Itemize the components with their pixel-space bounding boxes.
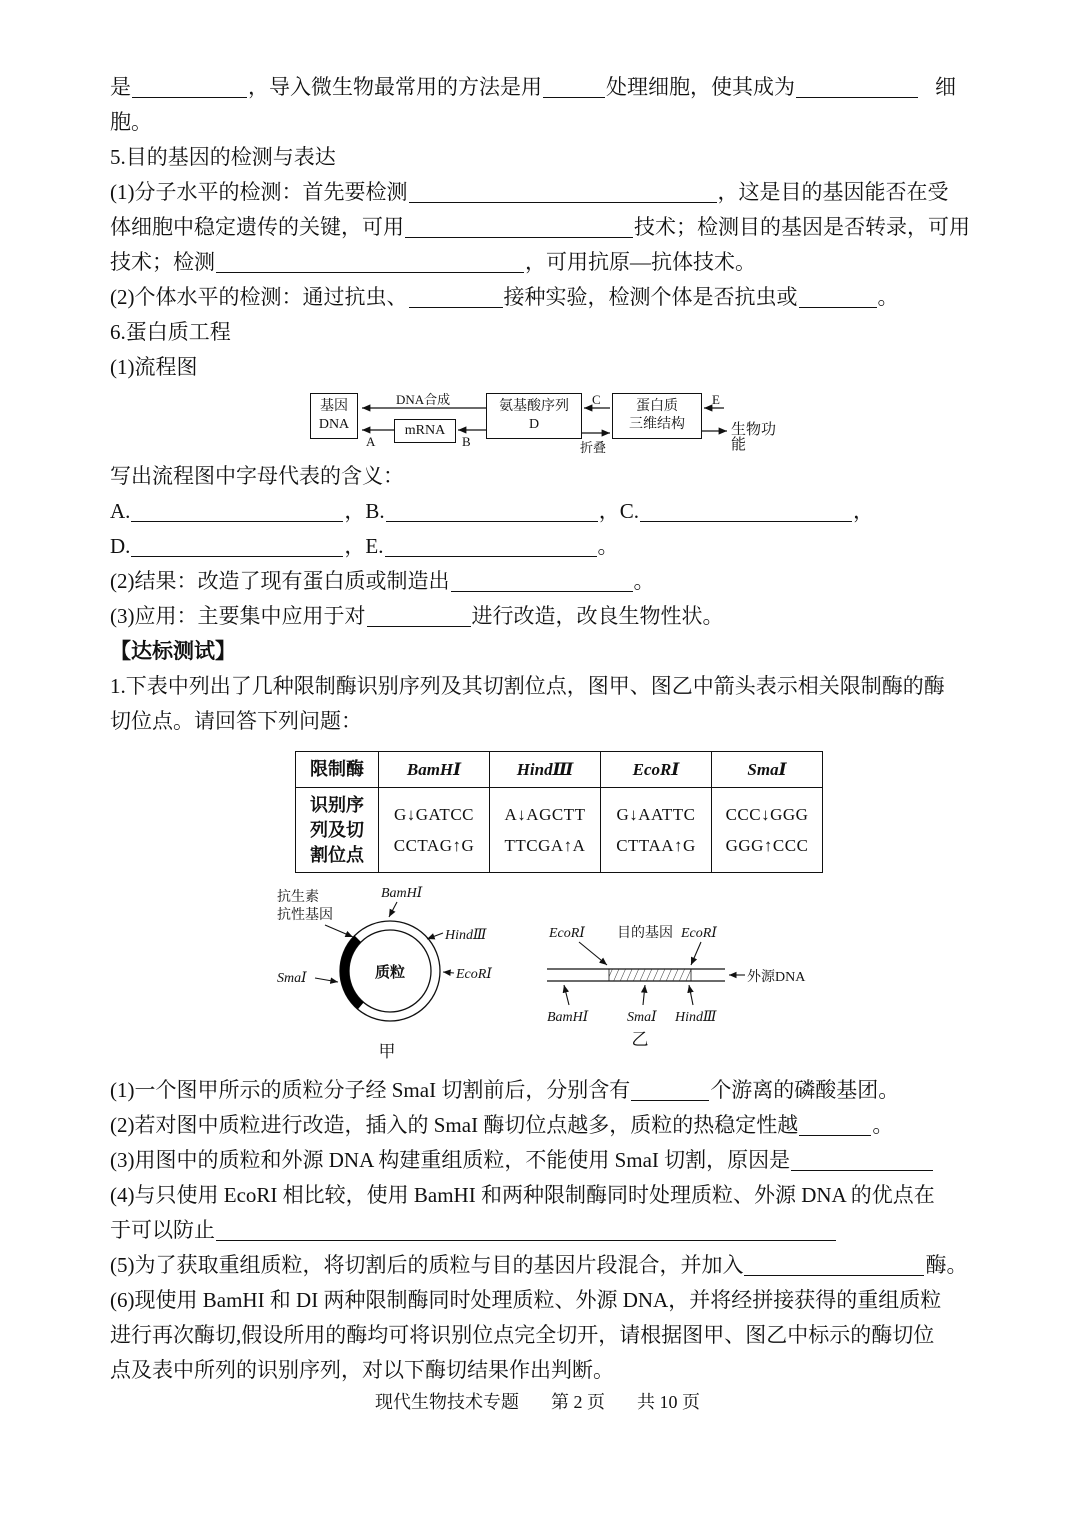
text-run: 蛋白质 bbox=[636, 399, 678, 414]
blank-field bbox=[631, 1100, 709, 1101]
blank-field bbox=[132, 97, 247, 98]
text-run: (6)现使用 BamHI 和 DI 两种限制酶同时处理质粒、外源 DNA，并将经拼接获得的重组质粒 bbox=[110, 1288, 942, 1312]
text-run: 胞。 bbox=[110, 110, 152, 134]
text-run: 割位点 bbox=[310, 844, 364, 865]
text-run: CTTAA↑G bbox=[616, 836, 696, 855]
antibiotic-label-line2: 抗性基因 bbox=[277, 908, 333, 923]
enzyme-table-corner-cell: 限制酶 bbox=[296, 752, 379, 788]
text-run: (3)应用：主要集中应用于对 bbox=[110, 604, 366, 628]
question-1 bbox=[110, 1073, 972, 1108]
text-run: 接种实验，检测个体是否抗虫或 bbox=[503, 285, 798, 309]
text-run: 。 bbox=[872, 1113, 894, 1137]
text-run: G↓AATTC bbox=[616, 805, 696, 824]
blank-field bbox=[744, 1275, 924, 1276]
text-run: 。 bbox=[633, 569, 655, 593]
flow-label-b: B bbox=[462, 434, 471, 449]
text-run: 5.目的基因的检测与表达 bbox=[110, 145, 336, 169]
text-run: D bbox=[528, 417, 540, 432]
line-17 bbox=[110, 704, 972, 739]
text-run: 基因 bbox=[320, 399, 348, 414]
blank-field bbox=[409, 307, 503, 308]
text-run: C. bbox=[619, 499, 639, 523]
text-run: (2)个体水平的检测：通过抗虫、 bbox=[110, 285, 408, 309]
ecor-site-arrow bbox=[443, 972, 454, 973]
flow-label-dna-synthesis: DNA合成 bbox=[396, 392, 451, 407]
text-run: 体细胞中稳定遗传的关键，可用 bbox=[110, 215, 404, 239]
figures bbox=[110, 879, 972, 1073]
antibiotic-resistance-gene-region bbox=[344, 939, 360, 1006]
protein-engineering-flowchart bbox=[310, 393, 790, 455]
blank-field bbox=[131, 556, 343, 557]
text-run: 6.蛋白质工程 bbox=[110, 320, 231, 344]
text-run: G↓GATCC bbox=[393, 805, 474, 824]
line-05 bbox=[110, 210, 972, 245]
text-run: ， bbox=[598, 499, 620, 523]
text-run: mRNA bbox=[404, 423, 446, 438]
question-6-line2 bbox=[110, 1318, 972, 1353]
text-run: 三维结构 bbox=[629, 417, 685, 432]
hind-cut-label: HindⅢ bbox=[675, 1010, 717, 1025]
enzyme-header-hind: HindⅢ bbox=[490, 752, 601, 788]
flow-box-gene-dna bbox=[310, 393, 358, 439]
text-run: CCC↓GGG bbox=[725, 805, 809, 824]
ecor-left-arrow bbox=[579, 942, 607, 965]
text-run: (4)与只使用 EcoRI 相比较，使用 BamHI 和两种限制酶同时处理质粒、外源 DNA 的优点在 bbox=[110, 1183, 935, 1207]
ecor-right-arrow bbox=[691, 942, 701, 965]
question-5 bbox=[110, 1248, 972, 1283]
hind-site-label: HindⅢ bbox=[445, 928, 487, 943]
text-run: E. bbox=[365, 534, 384, 558]
blank-field bbox=[405, 237, 633, 238]
text-run: (3)用图中的质粒和外源 DNA 构建重组质粒，不能使用 SmaI 切割，原因是 bbox=[110, 1148, 791, 1172]
ecor-right-label: EcoRⅠ bbox=[681, 926, 717, 941]
line-09 bbox=[110, 350, 972, 385]
row-label-cell bbox=[296, 788, 379, 873]
blank-field bbox=[640, 521, 852, 522]
line-04 bbox=[110, 175, 972, 210]
text-run: 技术；检测目的基因是否转录，可用 bbox=[634, 215, 970, 239]
flow-label-c: C bbox=[592, 392, 601, 407]
footer-page-total: 共 10 页 bbox=[637, 1392, 700, 1412]
text-run: A. bbox=[110, 499, 131, 523]
question-2 bbox=[110, 1108, 972, 1143]
footer-page-number: 第 2 页 bbox=[551, 1392, 605, 1412]
question-6-line3 bbox=[110, 1353, 972, 1388]
text-run: 点及表中所列的识别序列，对以下酶切结果作出判断。 bbox=[110, 1358, 614, 1382]
blank-field bbox=[409, 202, 717, 203]
ecor-left-label: EcoRⅠ bbox=[549, 926, 585, 941]
blank-field bbox=[367, 626, 471, 627]
text-run: 于可以防止 bbox=[110, 1218, 215, 1242]
text-run: (2)若对图中质粒进行改造，插入的 SmaI 酶切位点越多，质粒的热稳定性越 bbox=[110, 1113, 799, 1137]
blank-field bbox=[386, 521, 598, 522]
text-run: 技术；检测 bbox=[110, 250, 215, 274]
text-run: 【达标测试】 bbox=[110, 639, 236, 663]
enzyme-header-bamh: BamHⅠ bbox=[379, 752, 490, 788]
line-13 bbox=[110, 564, 972, 599]
sma-site-label: SmaⅠ bbox=[277, 971, 307, 986]
flow-label-fold: 折叠 bbox=[580, 440, 607, 455]
text-run: 识别序 bbox=[310, 794, 364, 815]
section-6-title bbox=[110, 315, 972, 350]
foreign-dna-label: 外源DNA bbox=[747, 970, 806, 985]
flow-label-bio-function: 生物功能 bbox=[731, 422, 777, 453]
text-run: 写出流程图中字母代表的含义： bbox=[110, 464, 404, 488]
line-07 bbox=[110, 280, 972, 315]
question-6-line1 bbox=[110, 1283, 972, 1318]
ecor-site-label: EcoRⅠ bbox=[456, 967, 492, 982]
site-cell-hind bbox=[490, 788, 601, 873]
line-12 bbox=[110, 529, 972, 564]
text-run: A↓AGCTT bbox=[504, 805, 586, 824]
hind-site-arrow bbox=[427, 933, 443, 939]
footer-title: 现代生物技术专题 bbox=[375, 1392, 519, 1412]
blank-field bbox=[131, 521, 343, 522]
text-run: ，导入微生物最常用的方法是用 bbox=[248, 75, 542, 99]
line-16 bbox=[110, 669, 972, 704]
text-run: (1)流程图 bbox=[110, 355, 198, 379]
text-run: (1)一个图甲所示的质粒分子经 SmaI 切割前后，分别含有 bbox=[110, 1078, 631, 1102]
enzyme-table-header-row bbox=[296, 752, 823, 788]
question-4-line1 bbox=[110, 1178, 972, 1213]
flow-box-protein-structure bbox=[612, 393, 702, 439]
text-run: DNA bbox=[318, 417, 350, 432]
enzyme-table bbox=[295, 751, 823, 873]
text-run: ， bbox=[344, 534, 366, 558]
antibiotic-label-line1: 抗生素 bbox=[277, 890, 319, 905]
text-run: 酶。 bbox=[925, 1253, 968, 1277]
bamh-site-label: BamHⅠ bbox=[381, 886, 423, 901]
target-gene-label: 目的基因 bbox=[617, 926, 673, 941]
page-footer bbox=[0, 1388, 1075, 1414]
enzyme-header-sma: SmaⅠ bbox=[712, 752, 823, 788]
text-run: 切位点。请回答下列问题： bbox=[110, 709, 362, 733]
line-14 bbox=[110, 599, 972, 634]
text-run: 细 bbox=[935, 75, 956, 99]
text-run: ，可用抗原—抗体技术。 bbox=[525, 250, 756, 274]
line-06 bbox=[110, 245, 972, 280]
plasmid-label: 质粒 bbox=[374, 965, 406, 981]
line-11 bbox=[110, 494, 972, 529]
line-10 bbox=[110, 459, 972, 494]
text-run: CCTAG↑G bbox=[393, 836, 475, 855]
enzyme-header-ecor: EcoRⅠ bbox=[601, 752, 712, 788]
question-4-line2 bbox=[110, 1213, 972, 1248]
section-5-title bbox=[110, 140, 972, 175]
blank-field bbox=[799, 307, 877, 308]
enzyme-table-sites-row bbox=[296, 788, 823, 873]
blank-field bbox=[451, 591, 633, 592]
hind-cut-arrow bbox=[689, 985, 693, 1005]
text-run: (2)结果：改造了现有蛋白质或制造出 bbox=[110, 569, 450, 593]
test-section-heading bbox=[110, 634, 972, 669]
sma-cut-label: SmaⅠ bbox=[627, 1010, 657, 1025]
blank-field bbox=[791, 1170, 933, 1171]
text-run: 处理细胞，使其成为 bbox=[606, 75, 795, 99]
text-run: 列及切 bbox=[310, 819, 364, 840]
text-run: ， bbox=[852, 499, 874, 523]
blank-field bbox=[799, 1135, 871, 1136]
flow-label-e: E bbox=[712, 392, 720, 407]
foreign-dna-figure-yi bbox=[535, 921, 815, 1051]
text-run: (5)为了获取重组质粒，将切割后的质粒与目的基因片段混合，并加入 bbox=[110, 1253, 744, 1277]
page-content bbox=[110, 70, 972, 1388]
text-run: 。 bbox=[877, 285, 899, 309]
target-gene-region bbox=[609, 969, 691, 981]
text-run: 1.下表中列出了几种限制酶识别序列及其切割位点，图甲、图乙中箭头表示相关限制酶的酶 bbox=[110, 674, 945, 698]
flow-box-mrna bbox=[394, 419, 456, 443]
blank-field bbox=[216, 272, 524, 273]
plasmid-figure-jia bbox=[275, 881, 505, 1066]
bamh-cut-label: BamHⅠ bbox=[547, 1010, 589, 1025]
text-run: D. bbox=[110, 534, 131, 558]
text-run: (1)分子水平的检测：首先要检测 bbox=[110, 180, 408, 204]
line-02 bbox=[110, 105, 972, 140]
text-run: 是 bbox=[110, 75, 131, 99]
flow-label-a: A bbox=[366, 434, 376, 449]
text-run: 。 bbox=[597, 534, 619, 558]
figure-jia-caption: 甲 bbox=[378, 1042, 396, 1061]
blank-field bbox=[385, 556, 597, 557]
text-run: B. bbox=[365, 499, 385, 523]
text-run: 进行改造，改良生物性状。 bbox=[471, 604, 724, 628]
question-3 bbox=[110, 1143, 972, 1178]
bamh-cut-arrow bbox=[564, 985, 569, 1005]
site-cell-ecor bbox=[601, 788, 712, 873]
text-run: ，这是目的基因能否在受 bbox=[717, 180, 949, 204]
sma-cut-arrow bbox=[643, 985, 645, 1005]
text-run: 个游离的磷酸基团。 bbox=[710, 1078, 900, 1102]
text-run: 氨基酸序列 bbox=[499, 399, 569, 414]
line-01 bbox=[110, 70, 972, 105]
figure-yi-caption: 乙 bbox=[631, 1030, 649, 1049]
blank-field bbox=[216, 1240, 836, 1241]
site-cell-bamh bbox=[379, 788, 490, 873]
bamh-site-arrow bbox=[389, 902, 397, 917]
antibiotic-label-arrow bbox=[325, 925, 353, 937]
blank-field bbox=[543, 97, 605, 98]
text-run: GGG↑CCC bbox=[725, 836, 809, 855]
text-run: TTCGA↑A bbox=[504, 836, 586, 855]
site-cell-sma bbox=[712, 788, 823, 873]
text-run: 进行再次酶切,假设所用的酶均可将识别位点完全切开，请根据图甲、图乙中标示的酶切位 bbox=[110, 1323, 935, 1347]
flow-box-amino-acid-sequence bbox=[486, 393, 582, 439]
sma-site-arrow bbox=[315, 978, 338, 982]
blank-field bbox=[796, 97, 918, 98]
text-run: ， bbox=[344, 499, 366, 523]
